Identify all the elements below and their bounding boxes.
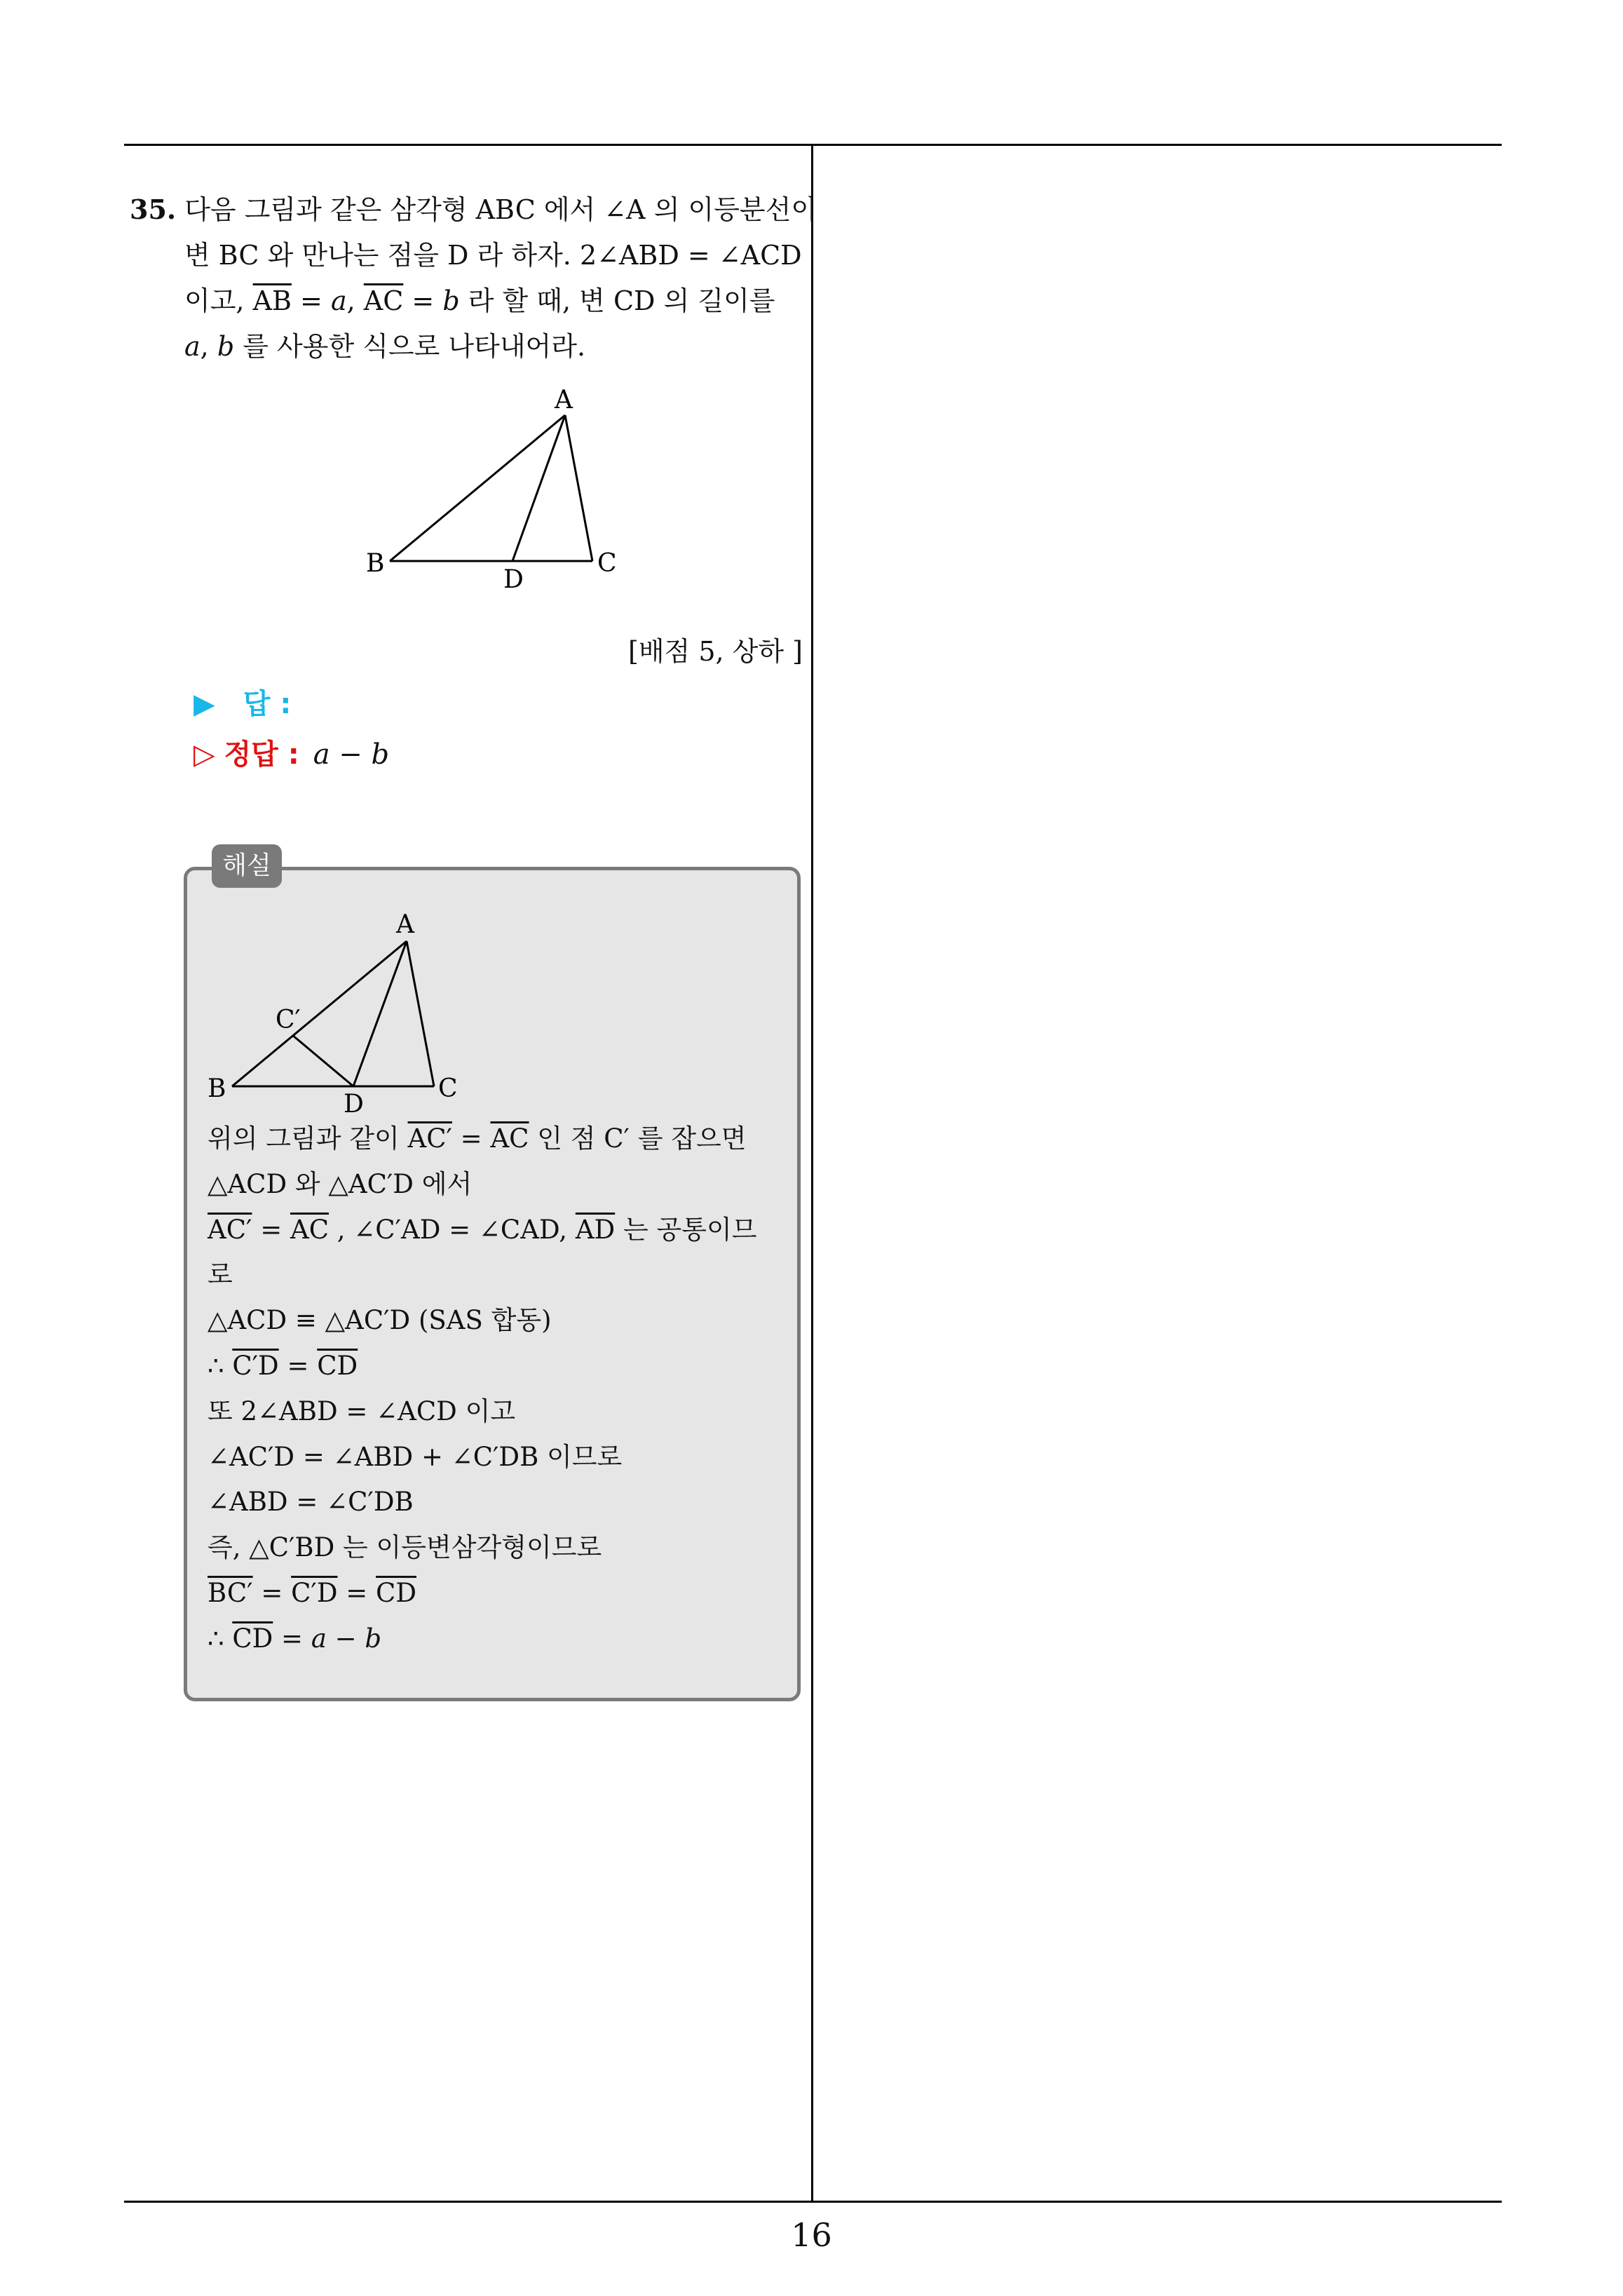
solution-line-6: ∴ $C'D = \overline{CD}$ (208, 1350, 358, 1381)
solution-line-3: $AC' = \overline{AC}$ , ∠C′AD = ∠CAD, $\overline{AD}$ 는 공통이므 (208, 1214, 757, 1245)
solution-line-12: ∴ $\overline{CD} = a - b$ (208, 1623, 382, 1654)
question-line-4: a, b 를 사용한 식으로 나타내어라. (184, 331, 586, 362)
question-line-3: 이고, $\overline{AB} = a$, $\overline{AC} = b$ 라 할 때, 변 CD 의 길이를 (184, 285, 775, 316)
answer-play-icon: ▶ (193, 688, 215, 720)
score-label: [배점 5, 상하 ] (628, 636, 803, 667)
answer-label: 답 : (243, 688, 292, 720)
label-b: B (366, 549, 385, 578)
sol-segment-ac (407, 941, 434, 1086)
sol-label-d: D (344, 1090, 364, 1119)
correct-value: a − b (313, 738, 390, 771)
solution-line-10: 즉, △C′BD 는 이등변삼각형이므로 (208, 1532, 602, 1563)
solution-line-5: △ACD ≡ △AC′D (SAS 합동) (208, 1305, 552, 1336)
sol-label-cprime: C′ (276, 1006, 301, 1034)
solution-line-11: $BC' = C'D = \overline{CD}$ (208, 1577, 417, 1608)
label-d: D (503, 565, 524, 594)
page-number: 16 (791, 2216, 832, 2254)
question-number: 35. (130, 194, 177, 225)
sol-segment-cpd (292, 1035, 353, 1086)
correct-play-outline-icon: ▷ (193, 738, 215, 771)
question-line-2: 변 BC 와 만나는 점을 D 라 하자. 2∠ABD = ∠ACD (184, 240, 802, 271)
label-c: C (597, 549, 617, 578)
sol-label-b: B (208, 1074, 226, 1103)
solution-line-2: △ACD 와 △AC′D 에서 (208, 1168, 473, 1199)
correct-label: 정답 : (224, 738, 299, 771)
solution-line-9: ∠ABD = ∠C′DB (208, 1487, 414, 1518)
question-line-1: 35. 다음 그림과 같은 삼각형 ABC 에서 ∠A 의 이등분선이 (130, 194, 817, 225)
label-a: A (555, 386, 573, 414)
solution-tag: 해설 (212, 844, 282, 888)
sol-label-c: C (438, 1074, 458, 1103)
sol-label-a: A (396, 910, 414, 939)
solution-line-7: 또 2∠ABD = ∠ACD 이고 (208, 1396, 516, 1426)
solution-text (208, 1116, 789, 1662)
solution-line-1: 위의 그림과 같이 $AC' = \overline{AC}$ 인 점 C′ 를 잡으면 (208, 1123, 747, 1154)
solution-line-8: ∠AC′D = ∠ABD + ∠C′DB 이므로 (208, 1441, 623, 1472)
solution-line-4: 로 (208, 1260, 233, 1290)
